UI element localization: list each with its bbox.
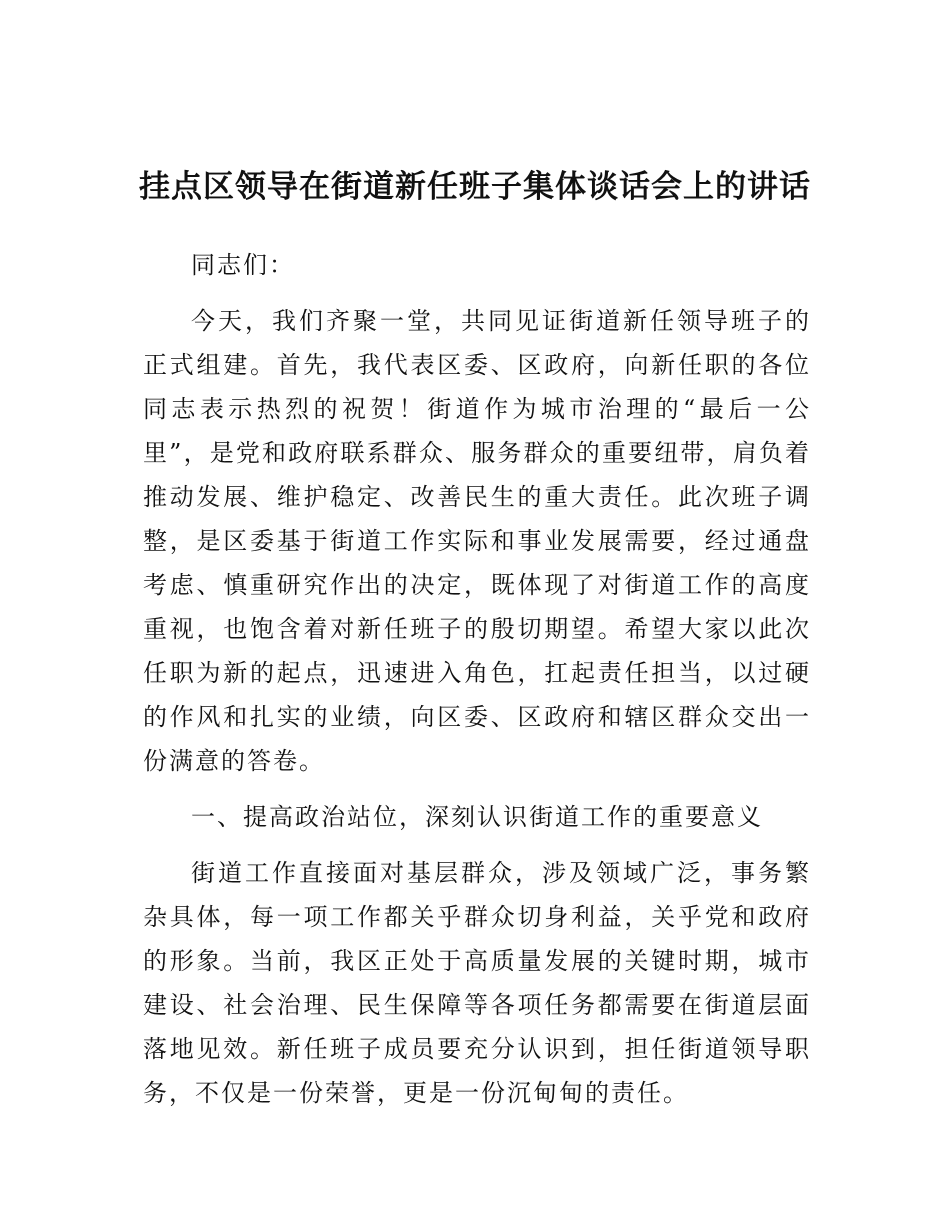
salutation: 同志们： <box>191 251 295 279</box>
paragraph-intro: 今天，我们齐聚一堂，共同见证街道新任领导班子的正式组建。首先，我代表区委、区政府，向新任职的各位同志表示热烈的祝贺！街道作为城市治理的“最后一公里”，是党和政府联系群众、服务群众的重要纽带，肩负着推动发展、维护稳定、改善民生的重大责任。此次班子调整，是区委基于街道工作实际和事业发展需要，经过通盘考虑、慎重研究作出的决定，既体现了对街道工作的高度重视，也饱含着对新任班子的殷切期望。希望大家以此次任职为新的起点，迅速进入角色，扛起责任担当，以过硬的作风和扎实的业绩，向区委、区政府和辖区群众交出一份满意的答卷。 <box>143 307 811 775</box>
document-title: 挂点区领导在街道新任班子集体谈话会上的讲话 <box>139 169 811 205</box>
document-body <box>143 243 811 1127</box>
section-heading-1: 一、提高政治站位，深刻认识街道工作的重要意义 <box>191 803 763 831</box>
paragraph-section-1: 街道工作直接面对基层群众，涉及领域广泛，事务繁杂具体，每一项工作都关乎群众切身利益，关乎党和政府的形象。当前，我区正处于高质量发展的关键时期，城市建设、社会治理、民生保障等各项任务都需要在街道层面落地见效。新任班子成员要充分认识到，担任街道领导职务，不仅是一份荣誉，更是一份沉甸甸的责任。 <box>143 859 811 1107</box>
